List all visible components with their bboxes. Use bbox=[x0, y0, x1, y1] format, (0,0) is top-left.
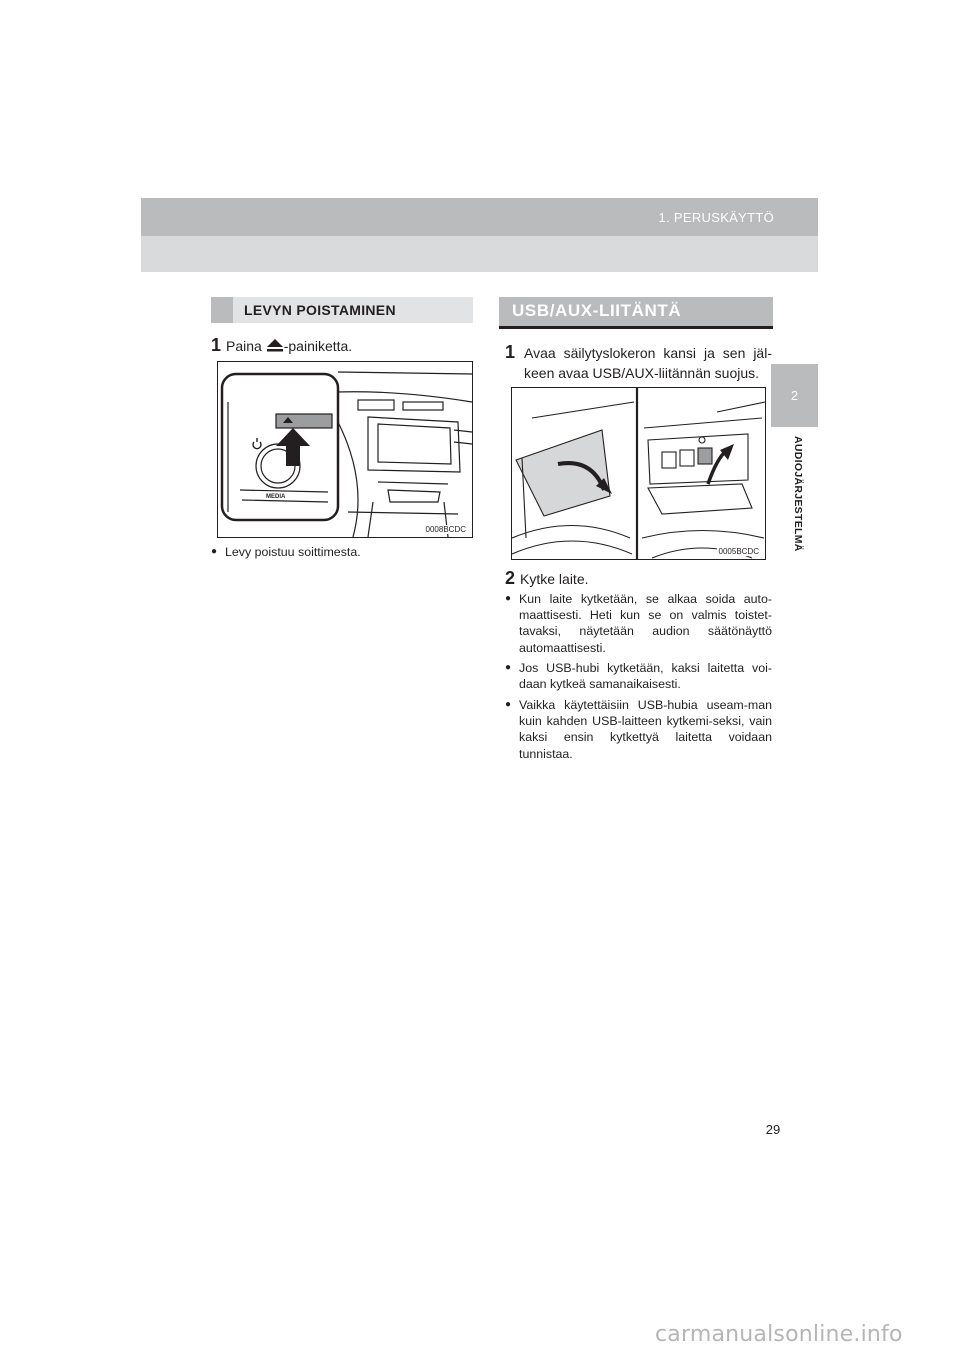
section-heading-text: USB/AUX-LIITÄNTÄ bbox=[512, 301, 682, 320]
chapter-number: 2 bbox=[790, 388, 799, 403]
step-number: 2 bbox=[505, 568, 516, 588]
step-number: 1 bbox=[211, 335, 222, 355]
step-1-text bbox=[524, 343, 772, 383]
bullet-two-devices: ● Vaikka käytettäisiin USB-hubia useam-man kuin kahden USB-laitteen kytkemi-seksi, vain kaksi ensin kytkettyä laitetta voidaan tunnistaa. bbox=[505, 697, 772, 762]
figure-code: 0008BCDC bbox=[425, 525, 466, 534]
chapter-title: AUDIOJÄRJESTELMÄ bbox=[792, 436, 804, 552]
step-number: 1 bbox=[505, 342, 516, 362]
heading-marker bbox=[211, 297, 233, 323]
dashboard-drawing bbox=[218, 362, 472, 537]
watermark-text: carmanualsonline.info bbox=[655, 1322, 903, 1347]
console-drawing bbox=[512, 388, 765, 559]
bullet-auto-play: ● Kun laite kytketään, se alkaa soida auto-maattisesti. Heti kun se on valmis toistet-tavaksi, näytetään audion säätönäyttö automaattisesti. bbox=[505, 591, 772, 656]
section-heading-text: LEVYN POISTAMINEN bbox=[244, 302, 396, 318]
chapter-tab bbox=[771, 364, 818, 427]
step-text-before: Paina bbox=[226, 338, 266, 354]
step-text-after: -painiketta. bbox=[283, 338, 353, 354]
eject-button-illustration bbox=[217, 361, 473, 538]
eject-icon bbox=[266, 338, 284, 354]
step-text: Kytke laite. bbox=[520, 571, 589, 587]
figure-code: 0005BCDC bbox=[718, 547, 759, 556]
usb-aux-illustration bbox=[511, 387, 766, 560]
media-label: MEDIA bbox=[266, 494, 286, 500]
bullet-disc-ejected: ● Levy poistuu soittimesta. bbox=[211, 544, 473, 560]
step-1-line-1: Avaa säilytyslokeron kansi ja sen jäl- bbox=[524, 345, 772, 361]
step-1-eject bbox=[211, 335, 352, 356]
section-heading-disc-eject bbox=[211, 297, 473, 323]
step-1-open-lid bbox=[505, 342, 520, 363]
section-title: 1. PERUSKÄYTTÖ bbox=[658, 210, 774, 225]
header-band bbox=[141, 198, 818, 236]
page-number: 29 bbox=[765, 1122, 781, 1137]
step-2-connect bbox=[505, 568, 589, 589]
header-subband bbox=[141, 236, 818, 272]
bullet-usb-hub: ● Jos USB-hubi kytketään, kaksi laitetta voi-daan kytkeä samanaikaisesti. bbox=[505, 660, 772, 692]
section-heading-usb-aux bbox=[499, 297, 773, 329]
step-1-line-2: keen avaa USB/AUX-liitännän suojus. bbox=[524, 365, 760, 381]
